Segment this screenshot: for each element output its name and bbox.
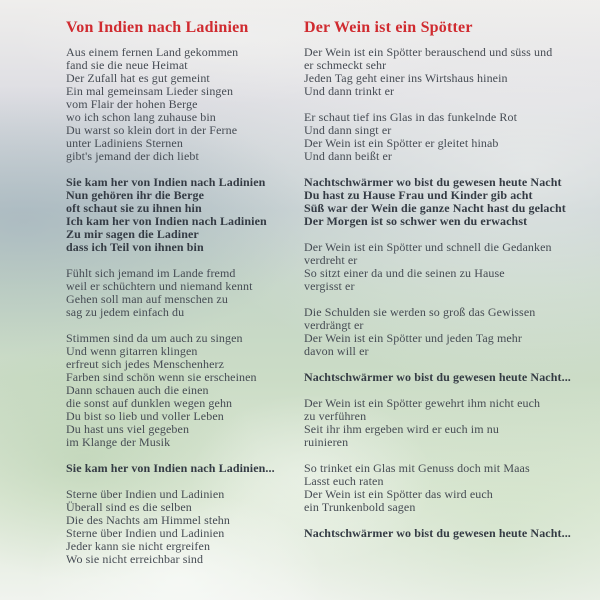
lyric-line: im Klange der Musik bbox=[66, 435, 171, 449]
verse-stanza bbox=[66, 488, 302, 566]
lyric-line: Er schaut tief ins Glas in das funkelnde Rot bbox=[304, 110, 518, 124]
lyric-line: verdreht er bbox=[304, 253, 358, 267]
lyric-line: Und dann trinkt er bbox=[304, 84, 395, 98]
verse-stanza bbox=[304, 46, 572, 98]
verse-stanza bbox=[304, 306, 572, 358]
lyric-line: Süß war der Wein die ganze Nacht hast du gelacht bbox=[304, 201, 566, 215]
lyric-line: weil er schüchtern und niemand kennt bbox=[66, 279, 253, 293]
refrain-stanza bbox=[66, 176, 302, 254]
lyric-line: Gehen soll man auf menschen zu bbox=[66, 292, 228, 306]
lyric-line: zu verführen bbox=[304, 409, 367, 423]
lyric-line: Nachtschwärmer wo bist du gewesen heute Nacht bbox=[304, 175, 562, 189]
lyric-line: Der Wein ist ein Spötter und schnell die Gedanken bbox=[304, 240, 552, 254]
verse-stanza bbox=[66, 46, 302, 163]
lyric-line: Lasst euch raten bbox=[304, 474, 384, 488]
lyric-line: Sterne über Indien und Ladinien bbox=[66, 526, 225, 540]
lyric-line: Farben sind schön wenn sie erscheinen bbox=[66, 370, 257, 384]
lyric-line: Nachtschwärmer wo bist du gewesen heute Nacht... bbox=[304, 370, 571, 384]
refrain-stanza bbox=[66, 462, 302, 475]
lyric-line: fand sie die neue Heimat bbox=[66, 58, 188, 72]
lyric-line: Wo sie nicht erreichbar sind bbox=[66, 552, 204, 566]
lyric-line: Die des Nachts am Himmel stehn bbox=[66, 513, 230, 527]
lyric-line: vom Flair der hohen Berge bbox=[66, 97, 198, 111]
verse-stanza bbox=[304, 462, 572, 514]
lyric-line: Aus einem fernen Land gekommen bbox=[66, 45, 239, 59]
lyric-line: vergisst er bbox=[304, 279, 355, 293]
lyric-line: Sterne über Indien und Ladinien bbox=[66, 487, 225, 501]
lyric-line: Du hast zu Hause Frau und Kinder gib acht bbox=[304, 188, 533, 202]
lyric-line: Stimmen sind da um auch zu singen bbox=[66, 331, 243, 345]
verse-stanza bbox=[304, 111, 572, 163]
lyric-line: er schmeckt sehr bbox=[304, 58, 387, 72]
lyric-line: verdrängt er bbox=[304, 318, 364, 332]
song-title-right: Der Wein ist ein Spötter bbox=[304, 19, 473, 36]
lyric-line: Der Wein ist ein Spötter berauschend und süss und bbox=[304, 45, 553, 59]
verse-stanza bbox=[66, 267, 302, 319]
song-section-right bbox=[304, 18, 572, 540]
lyric-line: Jeder kann sie nicht ergreifen bbox=[66, 539, 211, 553]
refrain-stanza bbox=[304, 176, 572, 228]
lyric-line: Nachtschwärmer wo bist du gewesen heute Nacht... bbox=[304, 526, 571, 540]
lyric-line: Der Wein ist ein Spötter gewehrt ihm nicht euch bbox=[304, 396, 541, 410]
lyric-line: sag zu jedem einfach du bbox=[66, 305, 185, 319]
lyric-line: oft schaut sie zu ihnen hin bbox=[66, 201, 202, 215]
lyric-line: Dann schauen auch die einen bbox=[66, 383, 209, 397]
lyric-line: Fühlt sich jemand im Lande fremd bbox=[66, 266, 236, 280]
lyric-line: Der Zufall hat es gut gemeint bbox=[66, 71, 210, 85]
verse-stanza bbox=[66, 332, 302, 449]
lyric-line: Du bist so lieb und voller Leben bbox=[66, 409, 224, 423]
lyric-line: Und dann beißt er bbox=[304, 149, 393, 163]
lyric-line: Und wenn gitarren klingen bbox=[66, 344, 198, 358]
lyric-line: Überall sind es die selben bbox=[66, 500, 192, 514]
lyric-line: gibt's jemand der dich liebt bbox=[66, 149, 199, 163]
lyric-line: Die Schulden sie werden so groß das Gewissen bbox=[304, 305, 536, 319]
song-section-left bbox=[66, 18, 302, 566]
lyric-line: dass ich Teil von ihnen bin bbox=[66, 240, 204, 254]
lyric-line: Du warst so klein dort in der Ferne bbox=[66, 123, 238, 137]
song-title-left: Von Indien nach Ladinien bbox=[66, 19, 249, 36]
lyric-line: So sitzt einer da und die seinen zu Hause bbox=[304, 266, 505, 280]
lyric-line: Nun gehören ihr die Berge bbox=[66, 188, 205, 202]
lyric-line: Der Wein ist ein Spötter und jeden Tag mehr bbox=[304, 331, 523, 345]
lyric-line: Zu mir sagen die Ladiner bbox=[66, 227, 199, 241]
verse-stanza bbox=[304, 241, 572, 293]
verse-stanza bbox=[304, 397, 572, 449]
lyric-line: Und dann singt er bbox=[304, 123, 392, 137]
refrain-stanza bbox=[304, 371, 572, 384]
lyrics-left bbox=[66, 46, 302, 566]
lyric-line: Sie kam her von Indien nach Ladinien... bbox=[66, 461, 275, 475]
lyric-line: Sie kam her von Indien nach Ladinien bbox=[66, 175, 266, 189]
lyric-line: Ich kam her von Indien nach Ladinien bbox=[66, 214, 267, 228]
lyric-line: Der Wein ist ein Spötter er gleitet hinab bbox=[304, 136, 499, 150]
lyric-line: Seit ihr ihm ergeben wird er euch im nu bbox=[304, 422, 499, 436]
lyric-line: Jeden Tag geht einer ins Wirtshaus hinein bbox=[304, 71, 508, 85]
refrain-stanza bbox=[304, 527, 572, 540]
lyric-line: die sonst auf dunklen wegen gehn bbox=[66, 396, 233, 410]
lyric-line: ein Trunkenbold sagen bbox=[304, 500, 416, 514]
lyrics-right bbox=[304, 46, 572, 540]
lyric-line: ruinieren bbox=[304, 435, 349, 449]
lyric-line: Du hast uns viel gegeben bbox=[66, 422, 190, 436]
lyric-line: wo ich schon lang zuhause bin bbox=[66, 110, 216, 124]
lyric-line: Ein mal gemeinsam Lieder singen bbox=[66, 84, 234, 98]
lyric-line: erfreut sich jedes Menschenherz bbox=[66, 357, 225, 371]
lyric-line: Der Wein ist ein Spötter das wird euch bbox=[304, 487, 493, 501]
lyric-line: unter Ladiniens Sternen bbox=[66, 136, 183, 150]
lyric-line: davon will er bbox=[304, 344, 369, 358]
lyric-line: Der Morgen ist so schwer wen du erwachst bbox=[304, 214, 528, 228]
lyric-line: So trinket ein Glas mit Genuss doch mit Maas bbox=[304, 461, 530, 475]
